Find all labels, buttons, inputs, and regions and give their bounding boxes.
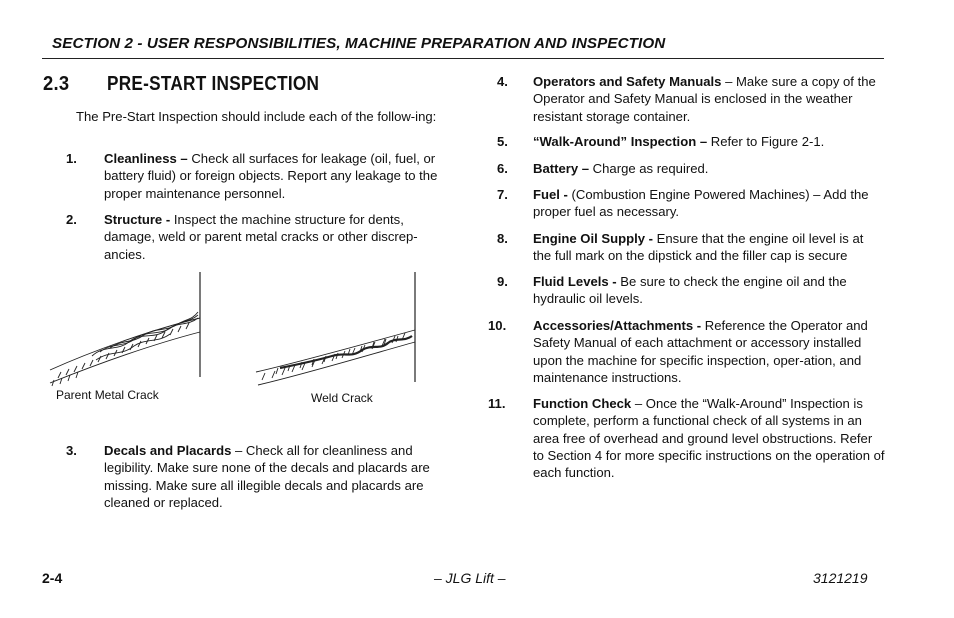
- item-text: Inspect the machine structure for dents, damage, weld or parent metal cracks or other discrep-ancies.: [104, 212, 418, 262]
- item-label: Fluid Levels -: [533, 274, 617, 289]
- item-text: Charge as required.: [589, 161, 709, 176]
- item-number: 10.: [488, 318, 507, 333]
- item-label: Structure -: [104, 212, 171, 227]
- item-number: 6.: [497, 161, 508, 176]
- item-label: Operators and Safety Manuals: [533, 74, 722, 89]
- document-number: 3121219: [813, 570, 868, 586]
- list-item-fuel: [533, 186, 885, 221]
- item-number: 9.: [497, 274, 508, 289]
- item-label: Accessories/Attachments -: [533, 318, 702, 333]
- item-number: 2.: [66, 212, 77, 227]
- item-label: Cleanliness –: [104, 151, 188, 166]
- caption-parent-metal-crack: Parent Metal Crack: [56, 388, 159, 402]
- item-number: 3.: [66, 443, 77, 458]
- item-text: – Check all for cleanliness and legibility. Make sure none of the decals and placards are missing. Make sure all illegible decals and placards are cleaned or replaced.: [104, 443, 430, 510]
- item-text: (Combustion Engine Powered Machines) – Add the proper fuel as necessary.: [533, 187, 869, 220]
- section-header: SECTION 2 - USER RESPONSIBILITIES, MACHINE PREPARATION AND INSPECTION: [52, 35, 666, 52]
- list-item-engine-oil: [533, 230, 885, 265]
- list-item-decals: [104, 442, 464, 511]
- item-text: Check all surfaces for leakage (oil, fuel, or battery fluid) or foreign objects. Report any leakage to the proper maintenance personnel.: [104, 151, 438, 201]
- list-item-fluid-levels: [533, 273, 885, 308]
- footer-center: – JLG Lift –: [434, 570, 506, 586]
- item-label: Battery –: [533, 161, 590, 176]
- item-number: 1.: [66, 151, 77, 166]
- section-number: 2.3: [43, 73, 70, 95]
- item-label: “Walk-Around” Inspection –: [533, 134, 708, 149]
- list-item-function-check: [533, 395, 885, 481]
- item-text: Refer to Figure 2-1.: [707, 134, 825, 149]
- caption-weld-crack: Weld Crack: [311, 391, 373, 405]
- list-item-accessories: [533, 317, 885, 386]
- page-number: 2-4: [42, 570, 63, 586]
- intro-paragraph: The Pre-Start Inspection should include each of the follow-ing:: [76, 109, 437, 124]
- list-item-battery: [533, 160, 885, 177]
- list-item-walk-around: [533, 133, 885, 150]
- item-number: 11.: [488, 396, 506, 411]
- item-text: Reference the Operator and Safety Manual of each attachment or accessory installed upon the machine for specific inspection, oper-ation, and maintenance instructions.: [533, 318, 868, 385]
- item-label: Decals and Placards: [104, 443, 232, 458]
- item-text: Be sure to check the engine oil and the hydraulic oil levels.: [533, 274, 847, 307]
- item-label: Function Check: [533, 396, 632, 411]
- section-title: PRE-START INSPECTION: [107, 73, 320, 95]
- item-number: 7.: [497, 187, 508, 202]
- item-label: Fuel -: [533, 187, 568, 202]
- item-number: 8.: [497, 231, 508, 246]
- list-item-manuals: [533, 73, 885, 125]
- item-text: – Once the “Walk-Around” Inspection is complete, perform a functional check of all systems in an area free of overhead and ground level obstructions. Refer to Section 4 for more specific instructions on the operation of each function.: [533, 396, 885, 481]
- item-number: 4.: [497, 74, 508, 89]
- item-text: Ensure that the engine oil level is at the full mark on the dipstick and the filler cap is secure: [533, 231, 864, 264]
- item-number: 5.: [497, 134, 508, 149]
- item-label: Engine Oil Supply -: [533, 231, 654, 246]
- item-text: – Make sure a copy of the Operator and Safety Manual is enclosed in the weather resistant storage container.: [533, 74, 876, 124]
